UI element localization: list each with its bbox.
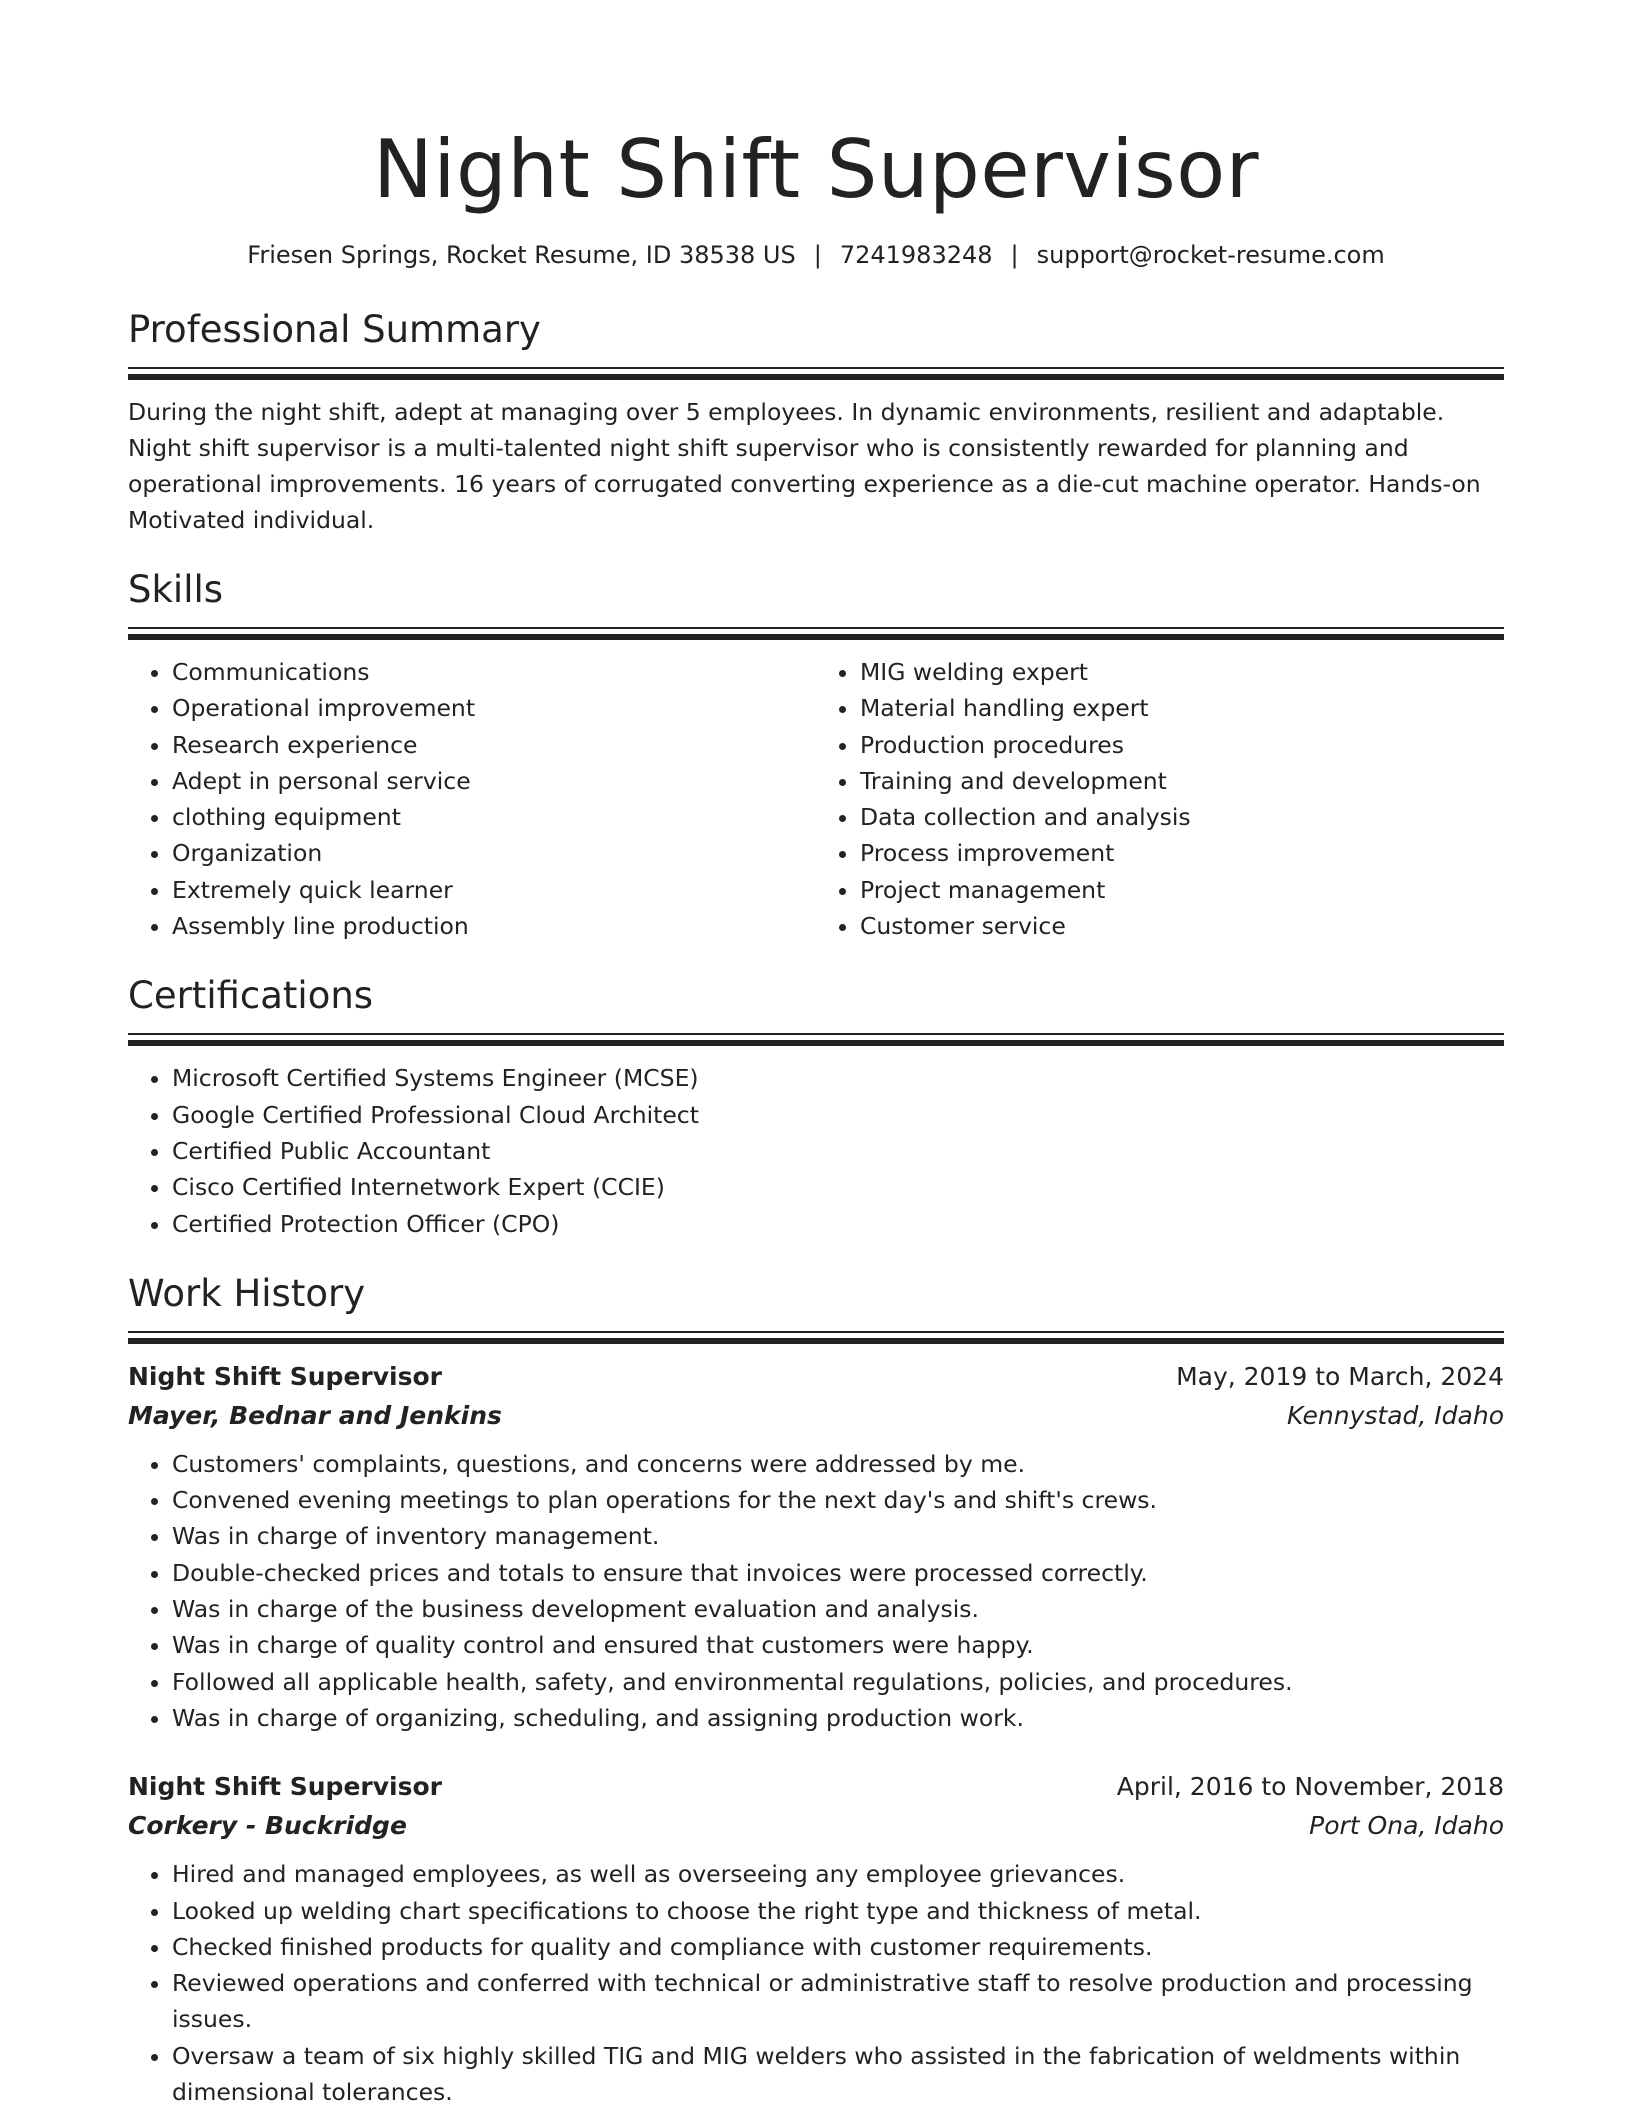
contact-separator: |	[813, 241, 822, 269]
skill-item: • Adept in personal service	[172, 763, 816, 799]
job-bullet: • Oversaw a team of six highly skilled TIG and MIG welders who assisted in the fabrication of weldments within dimensional tolerances.	[172, 2038, 1504, 2111]
skill-item: • Assembly line production	[172, 908, 816, 944]
job-bullet: • Was in charge of organizing, scheduling, and assigning production work.	[172, 1700, 1504, 1736]
summary-section	[128, 306, 1504, 538]
skill-item: • Customer service	[860, 908, 1504, 944]
skill-item: • Material handling expert	[860, 690, 1504, 726]
skills-section	[128, 566, 1504, 944]
skills-heading: Skills	[128, 568, 224, 611]
job-bullet: • Was in charge of the business development evaluation and analysis.	[172, 1591, 1504, 1627]
skill-item: • Project management	[860, 872, 1504, 908]
job-bullet: • Followed all applicable health, safety, and environmental regulations, policies, and procedures.	[172, 1664, 1504, 1700]
resume-page	[128, 0, 1504, 2110]
job-company: Mayer, Bednar and Jenkins	[128, 1400, 502, 1430]
job-bullet: • Checked finished products for quality and compliance with customer requirements.	[172, 1929, 1504, 1965]
job-title: Night Shift Supervisor	[128, 1361, 442, 1391]
skills-grid	[128, 654, 1504, 944]
job-dates: May, 2019 to March, 2024	[1176, 1361, 1504, 1391]
skills-list-right	[816, 654, 1504, 944]
work-history-section	[128, 1270, 1504, 2110]
contact-email[interactable]: support@rocket-resume.com	[1036, 241, 1385, 269]
skill-item: • Extremely quick learner	[172, 872, 816, 908]
job-dates: April, 2016 to November, 2018	[1116, 1772, 1504, 1802]
work-history-heading: Work History	[128, 1271, 366, 1315]
skill-item: • clothing equipment	[172, 799, 816, 835]
skill-item: • Process improvement	[860, 835, 1504, 871]
certification-item: • Certified Protection Officer (CPO)	[172, 1206, 1504, 1242]
certifications-heading: Certifications	[128, 974, 374, 1018]
summary-heading: Professional Summary	[128, 308, 541, 351]
section-divider	[128, 367, 1504, 380]
job-header	[128, 1358, 1504, 1396]
contact-separator: |	[1010, 241, 1019, 269]
job-header	[128, 1768, 1504, 1806]
skills-list-left	[128, 654, 816, 944]
summary-text: During the night shift, adept at managing over 5 employees. In dynamic environments, resilient and adaptable. Night shift supervisor is a multi-talented night shift supervisor who is consistently rewarded for planning and operational improvements. 16 years of corrugated converting experience as a die-cut machine operator. Hands-on Motivated individual.	[128, 398, 1481, 534]
job-subheader	[128, 1396, 1504, 1436]
skill-item: • Data collection and analysis	[860, 799, 1504, 835]
certification-item: • Certified Public Accountant	[172, 1133, 1504, 1169]
job-entry	[128, 1768, 1504, 2110]
job-location: Kennystad, Idaho	[1287, 1400, 1504, 1430]
section-divider	[128, 1331, 1504, 1344]
job-bullets	[128, 1446, 1504, 1736]
skill-item: • Communications	[172, 654, 816, 690]
job-title: Night Shift Supervisor	[128, 1772, 442, 1802]
certification-item: • Google Certified Professional Cloud Architect	[172, 1097, 1504, 1133]
contact-address: Friesen Springs, Rocket Resume, ID 38538 US	[247, 241, 796, 269]
job-bullet: • Customers' complaints, questions, and concerns were addressed by me.	[172, 1446, 1504, 1482]
skill-item: • Operational improvement	[172, 690, 816, 726]
certifications-section	[128, 972, 1504, 1241]
certifications-list	[128, 1060, 1504, 1241]
skill-item: • Organization	[172, 835, 816, 871]
job-bullet: • Hired and managed employees, as well as overseeing any employee grievances.	[172, 1856, 1504, 1892]
candidate-name: Night Shift Supervisor	[372, 123, 1260, 216]
skill-item: • Production procedures	[860, 727, 1504, 763]
job-entry	[128, 1358, 1504, 1736]
job-location: Port Ona, Idaho	[1309, 1811, 1504, 1841]
job-bullet: • Was in charge of quality control and ensured that customers were happy.	[172, 1627, 1504, 1663]
skill-item: • MIG welding expert	[860, 654, 1504, 690]
contact-line	[128, 238, 1504, 272]
job-bullet: • Reviewed operations and conferred with technical or administrative staff to resolve production and processing issues.	[172, 1965, 1504, 2038]
job-bullet: • Was in charge of inventory management.	[172, 1518, 1504, 1554]
job-bullet: • Looked up welding chart specifications to choose the right type and thickness of metal.	[172, 1893, 1504, 1929]
job-subheader	[128, 1806, 1504, 1846]
section-divider	[128, 627, 1504, 640]
skill-item: • Research experience	[172, 727, 816, 763]
certification-item: • Microsoft Certified Systems Engineer (MCSE)	[172, 1060, 1504, 1096]
section-divider	[128, 1033, 1504, 1046]
job-bullets	[128, 1856, 1504, 2110]
job-bullet: • Double-checked prices and totals to ensure that invoices were processed correctly.	[172, 1555, 1504, 1591]
skill-item: • Training and development	[860, 763, 1504, 799]
certification-item: • Cisco Certified Internetwork Expert (CCIE)	[172, 1169, 1504, 1205]
job-company: Corkery - Buckridge	[128, 1811, 407, 1841]
job-bullet: • Convened evening meetings to plan operations for the next day's and shift's crews.	[172, 1482, 1504, 1518]
contact-phone: 7241983248	[839, 241, 993, 269]
